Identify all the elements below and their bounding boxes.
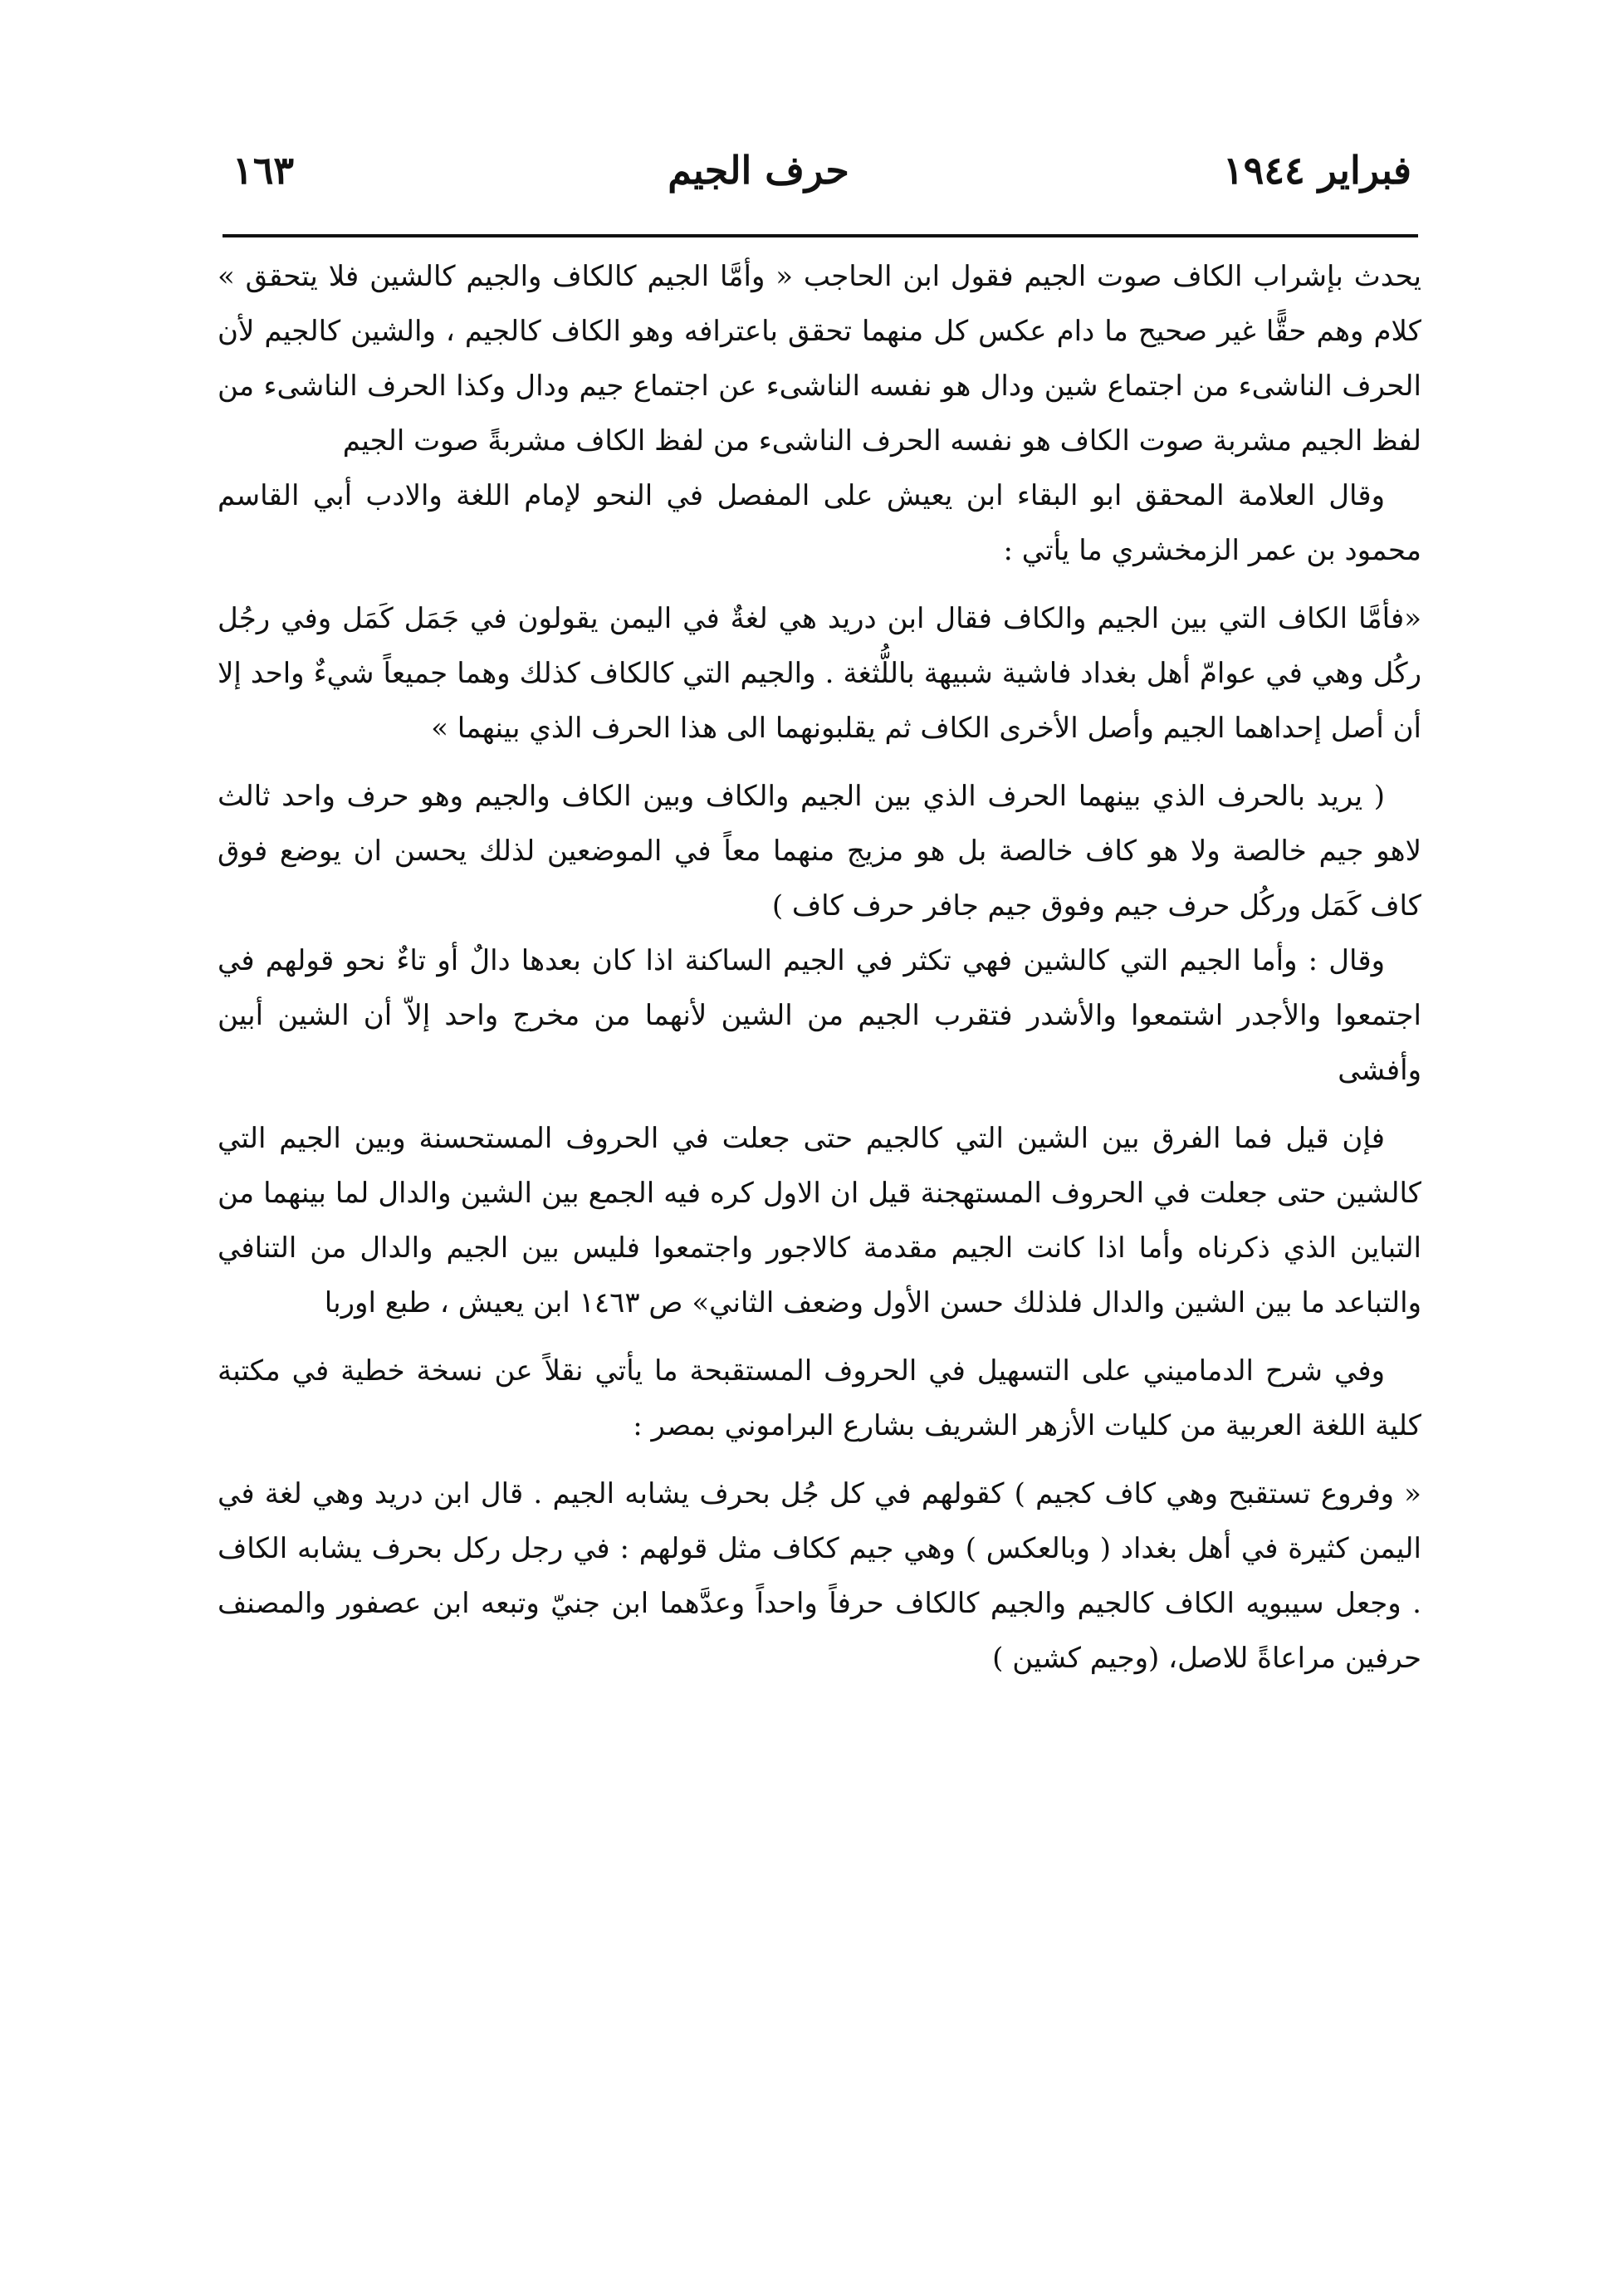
header-divider <box>223 234 1418 237</box>
body-text <box>218 249 1421 2242</box>
paragraph: وقال العلامة المحقق ابو البقاء ابن يعيش على المفصل في النحو لإمام اللغة والادب أبي القاسم محمود بن عمر الزمخشري ما يأتي : <box>218 479 1421 567</box>
paragraph: « وفروع تستقبح وهي كاف كجيم ) كقولهم في كل جُل بحرف يشابه الجيم . قال ابن دريد وهي لغة في اليمن كثيرة في أهل بغداد ( وبالعكس ) وهي جيم ككاف مثل قولهم : في رجل ركل بحرف يشابه الكاف . وجعل سيبويه الكاف كالجيم والجيم كالكاف حرفاً واحداً وعدَّهما ابن جنيّ وتبعه ابن عصفور والمصنف حرفين مراعاةً للاصل، (وجيم كشين ) <box>218 1477 1421 1675</box>
paragraph: وقال : وأما الجيم التي كالشين فهي تكثر في الجيم الساكنة اذا كان بعدها دالٌ أو تاءٌ نحو قولهم في اجتمعوا والأجدر اشتمعوا والأشدر فتقرب الجيم من الشين لأنهما من مخرج واحد إلاّ أن الشين أبين وأفشى <box>218 944 1421 1087</box>
header-date: فبراير ١٩٤٤ <box>1222 148 1411 193</box>
paragraph: ( يريد بالحرف الذي بينهما الحرف الذي بين الجيم والكاف وبين الكاف والجيم وهو حرف واحد ثالث لاهو جيم خالصة ولا هو كاف خالصة بل هو مزيج منهما معاً في الموضعين لذلك يحسن ان يوضع فوق كاف كَمَل وركُل حرف جيم وفوق جيم جافر حرف كاف ) <box>218 780 1421 923</box>
paragraph: «فأمَّا الكاف التي بين الجيم والكاف فقال ابن دريد هي لغةٌ في اليمن يقولون في جَمَل كَمَل وفي رجُل ركُل وهي في عوامّ أهل بغداد فاشية شبيهة باللُّثغة . والجيم التي كالكاف كذلك وهما جميعاً شيءٌ واحد إلا أن أصل إحداهما الجيم وأصل الأخرى الكاف ثم يقلبونهما الى هذا الحرف الذي بينهما » <box>218 602 1421 745</box>
paragraph: فإن قيل فما الفرق بين الشين التي كالجيم حتى جعلت في الحروف المستحسنة وبين الجيم التي كالشين حتى جعلت في الحروف المستهجنة قيل ان الاول كره فيه الجمع بين الشين والدال لما بينهما من التباين الذي ذكرناه وأما اذا كانت الجيم مقدمة كالاجور واجتمعوا فليس بين الجيم والدال من التنافي والتباعد ما بين الشين والدال فلذلك حسن الأول وضعف الثاني» ص ١٤٦٣ ابن يعيش ، طبع اوربا <box>218 1122 1421 1319</box>
paragraph: وفي شرح الدماميني على التسهيل في الحروف المستقبحة ما يأتي نقلاً عن نسخة خطية في مكتبة كلية اللغة العربية من كليات الأزهر الشريف بشارع البراموني بمصر : <box>218 1354 1421 1442</box>
header-page-number: ١٦٣ <box>232 148 295 193</box>
paragraph: يحدث بإشراب الكاف صوت الجيم فقول ابن الحاجب « وأمَّا الجيم كالكاف والجيم كالشين فلا يتحقق » كلام وهم حقًّا غير صحيح ما دام عكس كل منهما تحقق باعترافه وهو الكاف كالجيم ، والشين كالجيم لأن الحرف الناشىء من اجتماع شين ودال هو نفسه الناشىء عن اجتماع جيم ودال وكذا الحرف الناشىء من لفظ الجيم مشربة صوت الكاف هو نفسه الحرف الناشىء من لفظ الكاف مشربةً صوت الجيم <box>218 260 1421 458</box>
page-header <box>232 133 1411 208</box>
header-title: حرف الجيم <box>668 148 849 193</box>
